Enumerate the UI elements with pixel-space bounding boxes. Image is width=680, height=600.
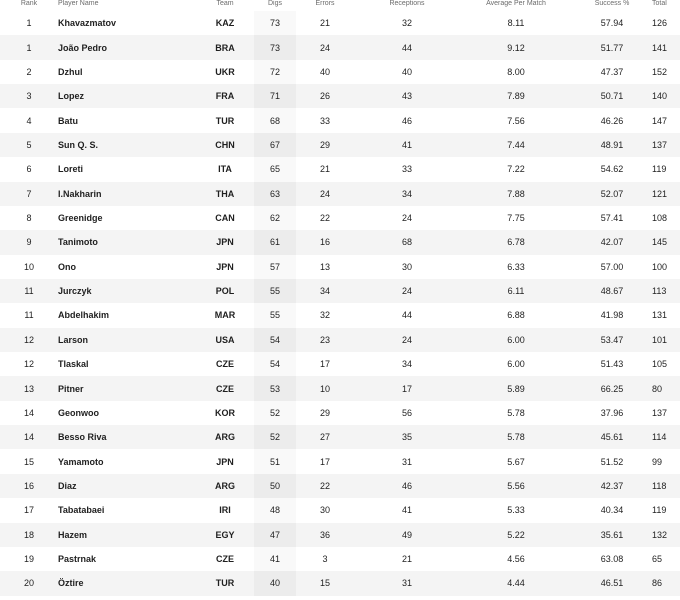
rank-cell: 2 [0,60,58,84]
average-per-match-cell: 5.56 [460,474,572,498]
rank-cell: 4 [0,108,58,132]
receptions-cell: 40 [354,60,460,84]
rank-cell: 20 [0,571,58,595]
team-cell: CZE [196,547,254,571]
receptions-cell: 30 [354,255,460,279]
table-row[interactable] [0,255,680,279]
total-cell: 101 [652,328,680,352]
receptions-cell: 32 [354,11,460,35]
digs-cell: 50 [254,474,296,498]
total-cell: 132 [652,523,680,547]
table-header [0,0,680,11]
team-cell: ITA [196,157,254,181]
table-row[interactable] [0,279,680,303]
receptions-cell: 41 [354,133,460,157]
team-cell: KAZ [196,11,254,35]
rank-cell: 1 [0,35,58,59]
team-cell: IRI [196,498,254,522]
total-cell: 145 [652,230,680,254]
digs-cell: 73 [254,11,296,35]
player-name-cell: Geonwoo [58,401,196,425]
average-per-match-cell: 5.89 [460,376,572,400]
errors-cell: 23 [296,328,354,352]
column-header-team[interactable]: Team [216,0,234,7]
team-cell: CAN [196,206,254,230]
receptions-cell: 68 [354,230,460,254]
digs-cell: 68 [254,108,296,132]
team-cell: CZE [196,352,254,376]
average-per-match-cell: 5.78 [460,401,572,425]
errors-cell: 22 [296,206,354,230]
average-per-match-cell: 6.00 [460,328,572,352]
success-percent-cell: 54.62 [572,157,652,181]
errors-cell: 27 [296,425,354,449]
total-cell: 137 [652,401,680,425]
table-row[interactable] [0,376,680,400]
team-cell: CZE [196,376,254,400]
total-cell: 131 [652,303,680,327]
receptions-cell: 31 [354,571,460,595]
digs-cell: 54 [254,328,296,352]
success-percent-cell: 35.61 [572,523,652,547]
table-row[interactable] [0,84,680,108]
receptions-cell: 49 [354,523,460,547]
total-cell: 121 [652,182,680,206]
average-per-match-cell: 5.22 [460,523,572,547]
rank-cell: 10 [0,255,58,279]
receptions-cell: 34 [354,352,460,376]
success-percent-cell: 50.71 [572,84,652,108]
table-row[interactable] [0,206,680,230]
column-header-errors[interactable]: Errors [315,0,335,7]
errors-cell: 17 [296,352,354,376]
player-name-cell: Jurczyk [58,279,196,303]
success-percent-cell: 51.43 [572,352,652,376]
player-name-cell: Abdelhakim [58,303,196,327]
errors-cell: 13 [296,255,354,279]
success-percent-cell: 57.41 [572,206,652,230]
receptions-cell: 41 [354,498,460,522]
success-percent-cell: 42.37 [572,474,652,498]
average-per-match-cell: 6.88 [460,303,572,327]
average-per-match-cell: 7.88 [460,182,572,206]
receptions-cell: 46 [354,474,460,498]
digs-cell: 47 [254,523,296,547]
rank-cell: 18 [0,523,58,547]
errors-cell: 26 [296,84,354,108]
team-cell: EGY [196,523,254,547]
rank-cell: 14 [0,401,58,425]
total-cell: 100 [652,255,680,279]
rank-cell: 5 [0,133,58,157]
errors-cell: 10 [296,376,354,400]
success-percent-cell: 57.00 [572,255,652,279]
success-percent-cell: 51.52 [572,449,652,473]
player-name-cell: Tanimoto [58,230,196,254]
digs-cell: 52 [254,401,296,425]
errors-cell: 15 [296,571,354,595]
success-percent-cell: 46.26 [572,108,652,132]
rank-cell: 15 [0,449,58,473]
player-name-cell: Diaz [58,474,196,498]
average-per-match-cell: 8.11 [460,11,572,35]
average-per-match-cell: 6.00 [460,352,572,376]
table-row[interactable] [0,11,680,35]
success-percent-cell: 48.67 [572,279,652,303]
team-cell: ARG [196,474,254,498]
digs-cell: 63 [254,182,296,206]
player-name-cell: Ono [58,255,196,279]
rank-cell: 7 [0,182,58,206]
column-header-success-percent[interactable]: Success % [594,0,630,7]
success-percent-cell: 57.94 [572,11,652,35]
total-cell: 119 [652,498,680,522]
team-cell: KOR [196,401,254,425]
total-cell: 141 [652,35,680,59]
rank-cell: 11 [0,303,58,327]
total-cell: 140 [652,84,680,108]
rank-cell: 8 [0,206,58,230]
column-header-average-per-match[interactable]: Average Per Match [486,0,546,7]
table-row[interactable] [0,474,680,498]
average-per-match-cell: 8.00 [460,60,572,84]
errors-cell: 29 [296,401,354,425]
success-percent-cell: 48.91 [572,133,652,157]
table-body [0,11,680,596]
player-name-cell: Pitner [58,376,196,400]
team-cell: JPN [196,255,254,279]
player-name-cell: Loreti [58,157,196,181]
digs-cell: 53 [254,376,296,400]
receptions-cell: 17 [354,376,460,400]
column-header-total[interactable]: Total [652,0,667,7]
success-percent-cell: 63.08 [572,547,652,571]
digs-cell: 61 [254,230,296,254]
success-percent-cell: 45.61 [572,425,652,449]
player-name-cell: Hazem [58,523,196,547]
average-per-match-cell: 7.22 [460,157,572,181]
total-cell: 119 [652,157,680,181]
rank-cell: 9 [0,230,58,254]
player-name-cell: João Pedro [58,35,196,59]
table-row[interactable] [0,133,680,157]
receptions-cell: 44 [354,35,460,59]
column-header-player-name[interactable]: Player Name [58,0,99,7]
rank-cell: 12 [0,328,58,352]
table-row[interactable] [0,498,680,522]
receptions-cell: 21 [354,547,460,571]
total-cell: 152 [652,60,680,84]
average-per-match-cell: 9.12 [460,35,572,59]
digs-cell: 55 [254,303,296,327]
table-row[interactable] [0,108,680,132]
success-percent-cell: 51.77 [572,35,652,59]
table-row[interactable] [0,35,680,59]
player-name-cell: Greenidge [58,206,196,230]
success-percent-cell: 53.47 [572,328,652,352]
average-per-match-cell: 7.56 [460,108,572,132]
average-per-match-cell: 4.44 [460,571,572,595]
success-percent-cell: 47.37 [572,60,652,84]
digs-cell: 57 [254,255,296,279]
digs-cell: 52 [254,425,296,449]
success-percent-cell: 46.51 [572,571,652,595]
success-percent-cell: 40.34 [572,498,652,522]
player-name-cell: Yamamoto [58,449,196,473]
errors-cell: 17 [296,449,354,473]
average-per-match-cell: 7.75 [460,206,572,230]
team-cell: FRA [196,84,254,108]
player-name-cell: Batu [58,108,196,132]
errors-cell: 24 [296,182,354,206]
player-name-cell: Pastrnak [58,547,196,571]
digs-cell: 48 [254,498,296,522]
average-per-match-cell: 6.78 [460,230,572,254]
errors-cell: 21 [296,157,354,181]
success-percent-cell: 66.25 [572,376,652,400]
player-name-cell: Tabatabaei [58,498,196,522]
average-per-match-cell: 7.44 [460,133,572,157]
total-cell: 80 [652,376,680,400]
errors-cell: 21 [296,11,354,35]
player-name-cell: Sun Q. S. [58,133,196,157]
receptions-cell: 44 [354,303,460,327]
receptions-cell: 46 [354,108,460,132]
table-row[interactable] [0,328,680,352]
digs-cell: 51 [254,449,296,473]
table-row[interactable] [0,352,680,376]
errors-cell: 24 [296,35,354,59]
column-header-receptions[interactable]: Receptions [389,0,425,7]
success-percent-cell: 52.07 [572,182,652,206]
digs-cell: 55 [254,279,296,303]
total-cell: 114 [652,425,680,449]
header-row [0,0,680,11]
errors-cell: 29 [296,133,354,157]
receptions-cell: 24 [354,328,460,352]
player-name-cell: Dzhul [58,60,196,84]
team-cell: TUR [196,108,254,132]
average-per-match-cell: 6.11 [460,279,572,303]
player-name-cell: Öztire [58,571,196,595]
player-name-cell: Lopez [58,84,196,108]
table-row[interactable] [0,303,680,327]
receptions-cell: 24 [354,206,460,230]
digs-cell: 67 [254,133,296,157]
digs-cell: 65 [254,157,296,181]
digs-cell: 73 [254,35,296,59]
total-cell: 108 [652,206,680,230]
errors-cell: 34 [296,279,354,303]
team-cell: JPN [196,449,254,473]
total-cell: 86 [652,571,680,595]
digs-cell: 54 [254,352,296,376]
table-row[interactable] [0,571,680,595]
rank-cell: 13 [0,376,58,400]
receptions-cell: 56 [354,401,460,425]
errors-cell: 16 [296,230,354,254]
total-cell: 137 [652,133,680,157]
errors-cell: 22 [296,474,354,498]
errors-cell: 36 [296,523,354,547]
team-cell: CHN [196,133,254,157]
errors-cell: 40 [296,60,354,84]
rank-cell: 11 [0,279,58,303]
total-cell: 105 [652,352,680,376]
rank-cell: 1 [0,11,58,35]
team-cell: POL [196,279,254,303]
team-cell: TUR [196,571,254,595]
team-cell: JPN [196,230,254,254]
table-row[interactable] [0,449,680,473]
errors-cell: 30 [296,498,354,522]
table-row[interactable] [0,401,680,425]
success-percent-cell: 41.98 [572,303,652,327]
column-header-digs[interactable]: Digs [267,0,282,7]
total-cell: 147 [652,108,680,132]
average-per-match-cell: 5.67 [460,449,572,473]
digs-cell: 62 [254,206,296,230]
table-row[interactable] [0,60,680,84]
column-header-rank[interactable]: Rank [20,0,38,7]
average-per-match-cell: 7.89 [460,84,572,108]
total-cell: 118 [652,474,680,498]
team-cell: UKR [196,60,254,84]
table-row[interactable] [0,157,680,181]
success-percent-cell: 37.96 [572,401,652,425]
errors-cell: 32 [296,303,354,327]
rank-cell: 14 [0,425,58,449]
team-cell: MAR [196,303,254,327]
digs-cell: 41 [254,547,296,571]
digs-cell: 72 [254,60,296,84]
team-cell: THA [196,182,254,206]
table-row[interactable] [0,182,680,206]
errors-cell: 33 [296,108,354,132]
receptions-cell: 35 [354,425,460,449]
player-name-cell: Khavazmatov [58,11,196,35]
receptions-cell: 31 [354,449,460,473]
digs-cell: 40 [254,571,296,595]
average-per-match-cell: 6.33 [460,255,572,279]
total-cell: 99 [652,449,680,473]
rank-cell: 17 [0,498,58,522]
receptions-cell: 24 [354,279,460,303]
total-cell: 113 [652,279,680,303]
table-row[interactable] [0,230,680,254]
rank-cell: 16 [0,474,58,498]
average-per-match-cell: 5.78 [460,425,572,449]
errors-cell: 3 [296,547,354,571]
receptions-cell: 34 [354,182,460,206]
player-name-cell: Tlaskal [58,352,196,376]
total-cell: 126 [652,11,680,35]
receptions-cell: 43 [354,84,460,108]
player-name-cell: Larson [58,328,196,352]
rank-cell: 6 [0,157,58,181]
player-name-cell: Besso Riva [58,425,196,449]
team-cell: USA [196,328,254,352]
digs-cell: 71 [254,84,296,108]
receptions-cell: 33 [354,157,460,181]
total-cell: 65 [652,547,680,571]
average-per-match-cell: 5.33 [460,498,572,522]
success-percent-cell: 42.07 [572,230,652,254]
average-per-match-cell: 4.56 [460,547,572,571]
rank-cell: 19 [0,547,58,571]
table-row[interactable] [0,547,680,571]
team-cell: BRA [196,35,254,59]
table-row[interactable] [0,425,680,449]
rank-cell: 3 [0,84,58,108]
table-row[interactable] [0,523,680,547]
player-name-cell: I.Nakharin [58,182,196,206]
team-cell: ARG [196,425,254,449]
rank-cell: 12 [0,352,58,376]
